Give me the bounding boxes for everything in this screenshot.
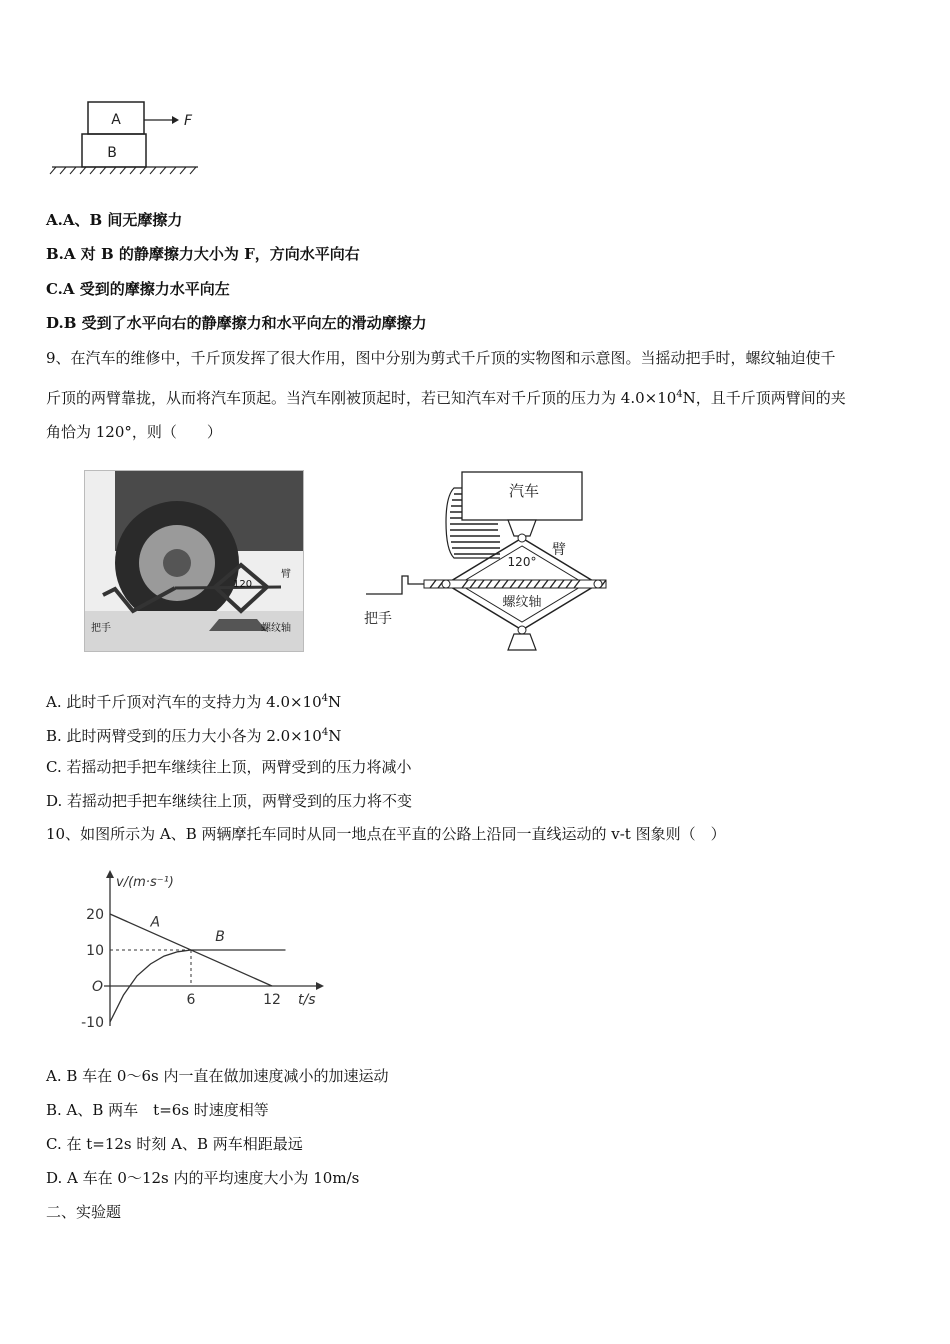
q10-stem: 10、如图所示为 A、B 两辆摩托车同时从同一地点在平直的公路上沿同一直线运动的 v-t 图象则（ ）: [46, 825, 726, 843]
diagram-handle: [366, 576, 424, 594]
x-axis-label: t/s: [298, 992, 316, 1008]
q9-stem-line3: 角恰为 120°，则（ ）: [46, 423, 222, 441]
q9-option-b-exponent: 4: [321, 727, 329, 738]
section-heading-experiments: 二、实验题: [46, 1203, 122, 1221]
y-axis-arrowhead: [106, 870, 114, 878]
q9-option-d: D. 若摇动把手把车继续往上顶，两臂受到的压力将不变: [46, 792, 413, 810]
block-a-label: A: [111, 112, 121, 128]
pivot-bottom: [518, 626, 526, 634]
q9-option-a: [46, 689, 341, 712]
q10-option-b: B. A、B 两车 t=6s 时速度相等: [46, 1101, 269, 1119]
diagram-arm-label: 臂: [552, 542, 566, 558]
y-axis-label: v/(m·s⁻¹): [116, 875, 174, 890]
jack-photo: [84, 470, 304, 652]
photo-handle-label: 把手: [91, 623, 111, 634]
diagram-angle-label: 120°: [507, 555, 537, 569]
q9-option-a-exponent: 4: [321, 693, 329, 704]
force-arrowhead: [172, 116, 179, 124]
q9-stem-line2: [46, 385, 846, 408]
q9-option-b: [46, 723, 341, 746]
photo-shaft-label: 螺纹轴: [261, 623, 291, 634]
q9-stem-line2-a: 斤顶的两臂靠拢，从而将汽车顶起。当汽车刚被顶起时，若已知汽车对千斤顶的压力为 4.0×10: [46, 389, 677, 407]
q9-stem-line1: 9、在汽车的维修中，千斤顶发挥了很大作用，图中分别为剪式千斤顶的实物图和示意图。当摇动把手时，螺纹轴迫使千: [46, 349, 836, 367]
q9-option-a-unit: N: [328, 693, 342, 711]
x-axis-arrowhead: [316, 982, 324, 990]
q9-option-b-text: B. 此时两臂受到的压力大小各为 2.0×10: [46, 727, 322, 745]
q8-option-d: D.B 受到了水平向右的静摩擦力和水平向左的滑动摩擦力: [46, 314, 427, 332]
origin-label: O: [92, 979, 104, 995]
pivot-top: [518, 534, 526, 542]
q10-option-d: D. A 车在 0～12s 内的平均速度大小为 10m/s: [46, 1169, 360, 1187]
x-tick-label: 12: [263, 992, 281, 1008]
diagram-shaft-label: 螺纹轴: [502, 595, 542, 610]
jack-diagram: [362, 466, 612, 656]
q9-option-b-unit: N: [328, 727, 342, 745]
base-pad: [508, 634, 536, 650]
series-a-label: A: [150, 914, 161, 931]
y-tick-label: 20: [86, 907, 104, 923]
diagram-handle-label: 把手: [364, 611, 392, 627]
ground-hatch: [50, 167, 196, 174]
pivot-left: [442, 580, 450, 588]
photo-angle-label: 120: [233, 579, 253, 590]
series-b-label: B: [215, 929, 225, 945]
y-tick-label: 10: [86, 943, 104, 959]
force-label: F: [184, 113, 193, 129]
vt-chart: [76, 866, 336, 1036]
q8-option-c: C.A 受到的摩擦力水平向左: [46, 280, 230, 298]
block-b-label: B: [107, 145, 117, 161]
pivot-right: [594, 580, 602, 588]
diagram-car-label: 汽车: [508, 482, 540, 500]
blocks-figure: [48, 98, 208, 178]
q9-stem-line2-b: N，且千斤顶两臂间的夹: [682, 389, 846, 407]
q9-stem-exponent: 4: [676, 389, 683, 400]
x-tick-label: 6: [186, 992, 196, 1008]
photo-arm-label: 臂: [281, 569, 291, 580]
q8-option-b: B.A 对 B 的静摩擦力大小为 F，方向水平向右: [46, 245, 360, 263]
q8-option-a: A.A、B 间无摩擦力: [46, 211, 183, 229]
jack-base: [209, 619, 267, 631]
q10-option-a: A. B 车在 0～6s 内一直在做加速度减小的加速运动: [46, 1067, 389, 1085]
y-tick-label: -10: [81, 1015, 104, 1031]
jack-shaft: [175, 587, 281, 588]
q10-option-c: C. 在 t=12s 时刻 A、B 两车相距最远: [46, 1135, 303, 1153]
q9-option-a-text: A. 此时千斤顶对汽车的支持力为 4.0×10: [46, 693, 322, 711]
q9-option-c: C. 若摇动把手把车继续往上顶，两臂受到的压力将减小: [46, 758, 412, 776]
